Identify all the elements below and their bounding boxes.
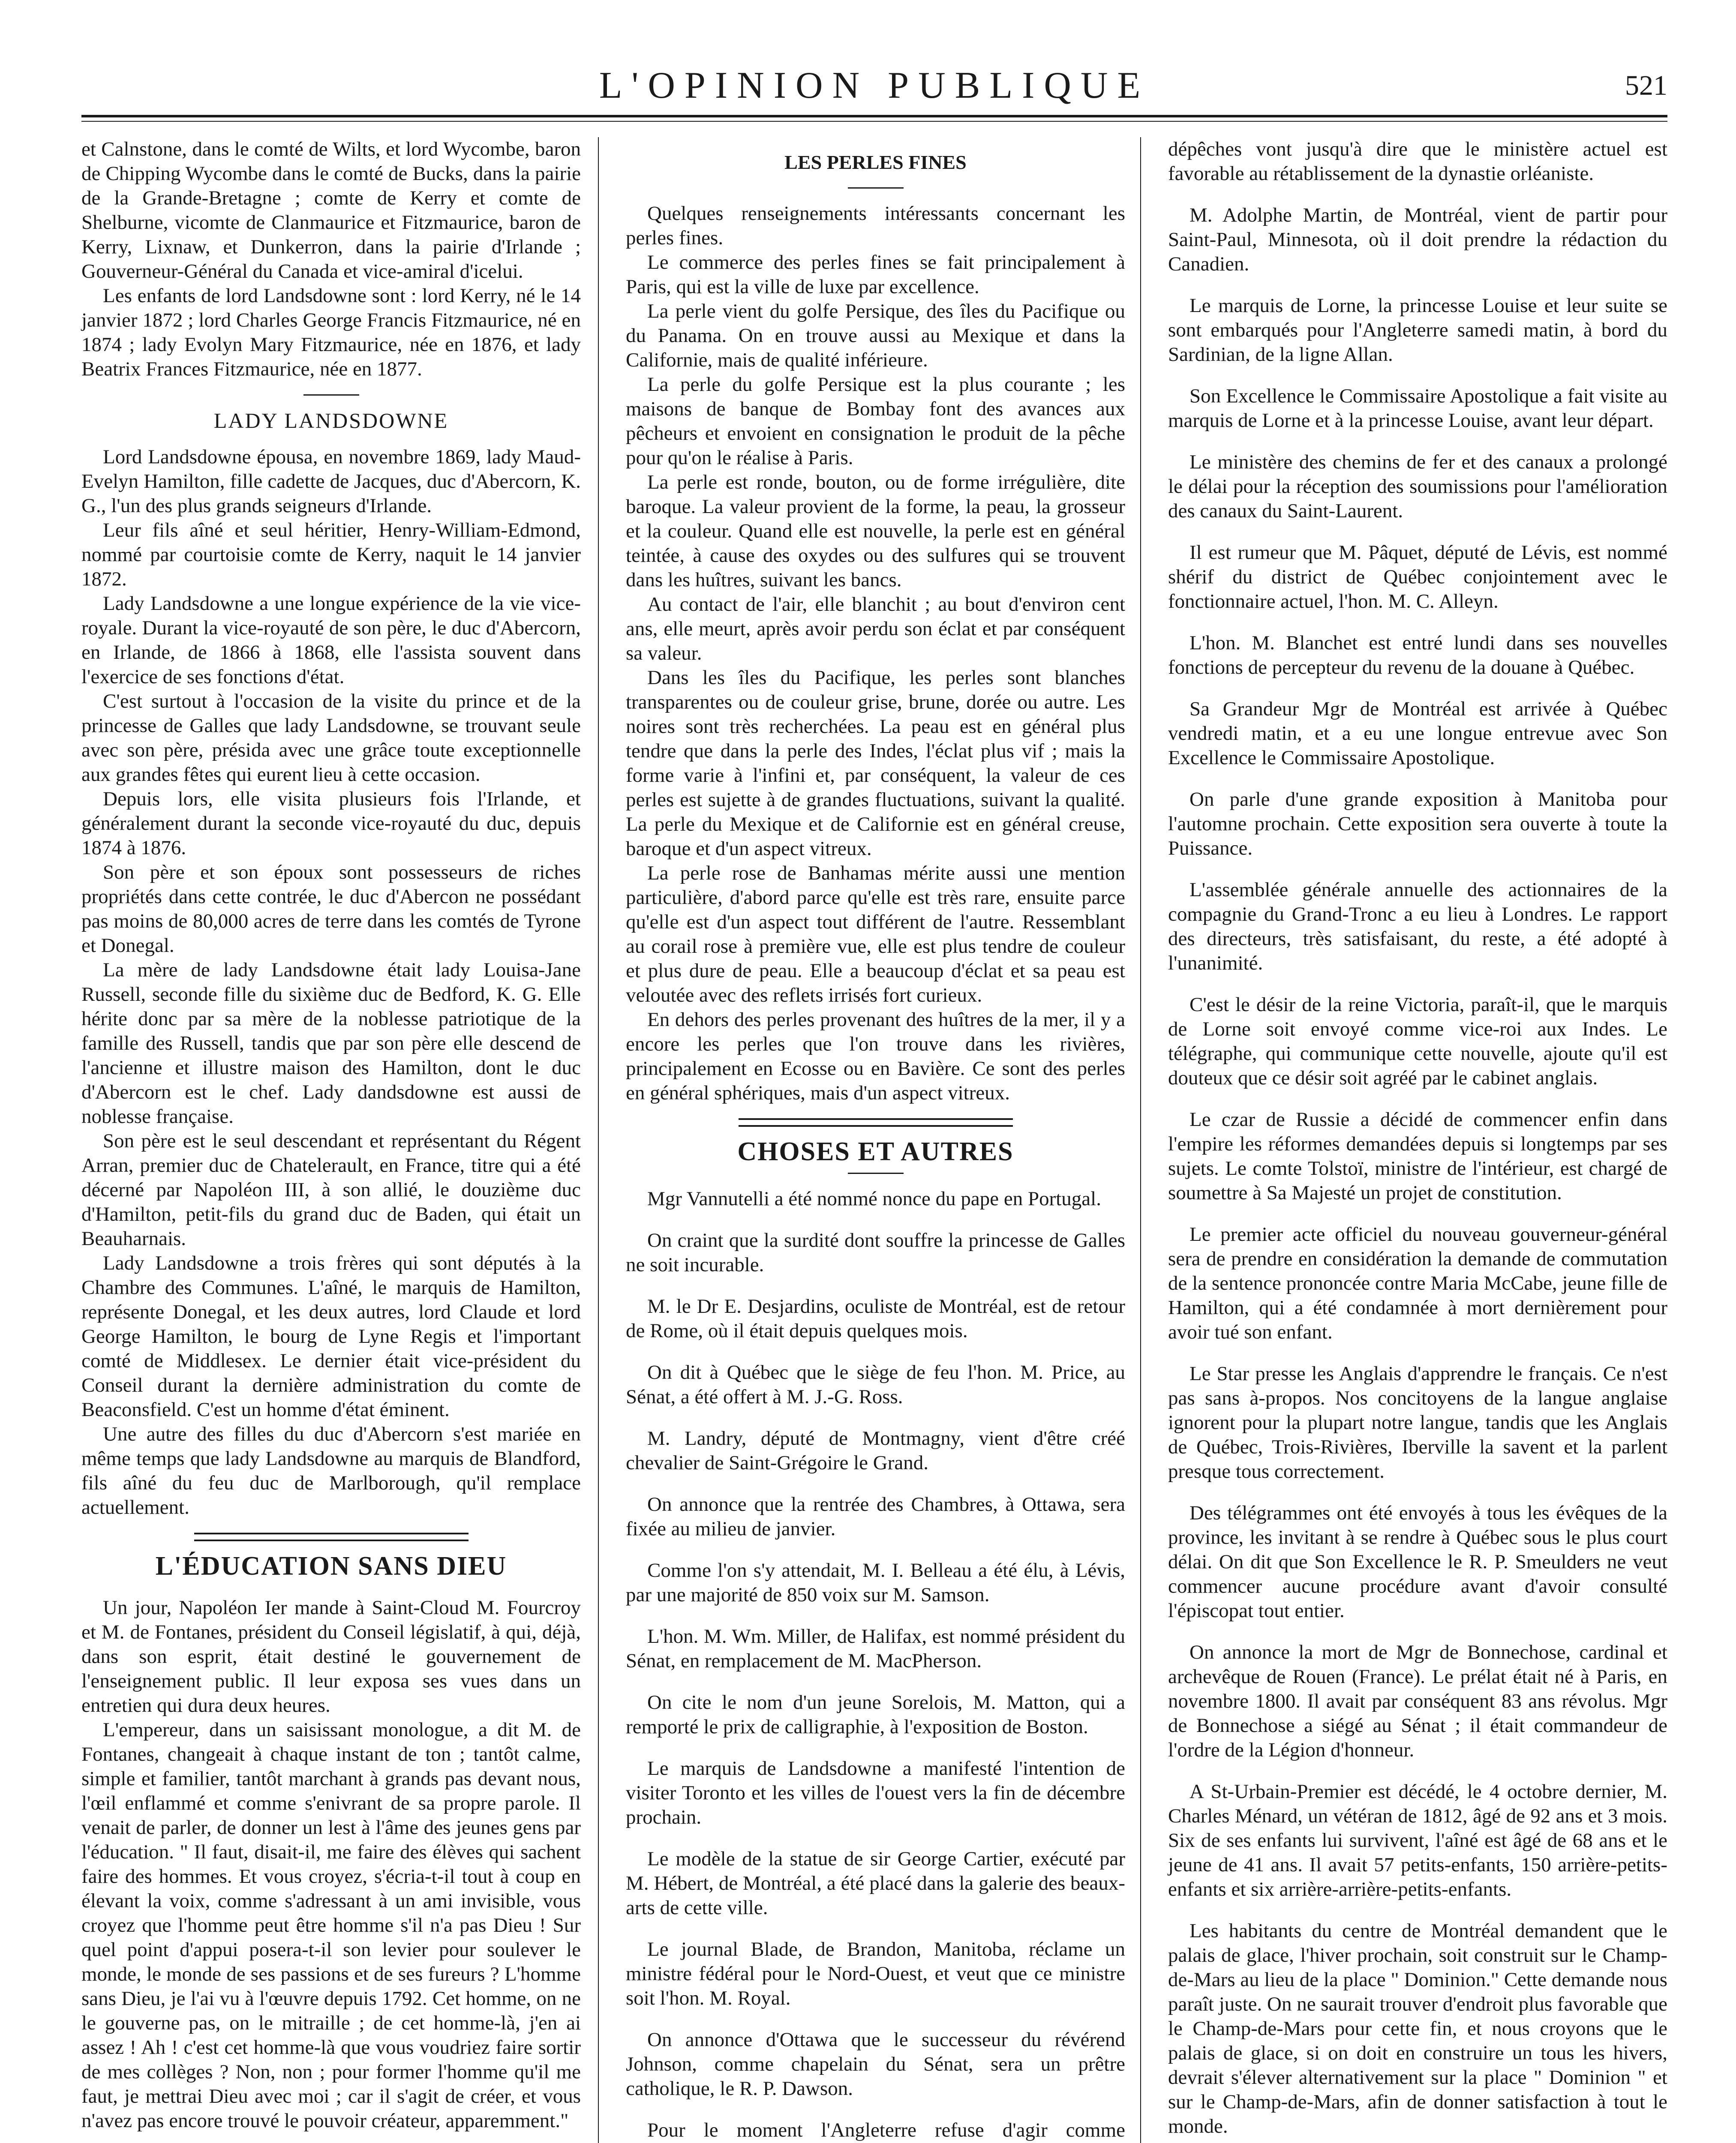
paragraph: Le commerce des perles fines se fait principalement à Paris, qui est la ville de luxe par excellence. [626,251,1125,298]
paragraph: Lady Landsdowne a une longue expérience de la vie vice-royale. Durant la vice-royauté de son père, le duc d'Abercorn, en Irlande, de 1866 à 1868, elle l'assista souvent dans l'exercice de ses fonctions d'état. [81,592,581,688]
news-item: Son Excellence le Commissaire Apostolique a fait visite au marquis de Lorne et à la princesse Louise, avant leur départ. [1168,385,1667,432]
column-separator [598,137,599,2143]
news-item: A St-Urbain-Premier est décédé, le 4 octobre dernier, M. Charles Ménard, un vétéran de 1812, âgé de 92 ans et 3 mois. Six de ses enfants lui survivent, l'aîné est âgé de 68 ans et le jeune de 41 ans. Il avait 57 petits-enfants, 150 arrière-petits-enfants et six arrière-arrière-petits-enfants. [1168,1780,1667,1900]
section-heading-choses-et-autres: CHOSES ET AUTRES [737,1137,1014,1166]
column-separator [1140,137,1141,2143]
news-item: On cite le nom d'un jeune Sorelois, M. Matton, qui a remporté le prix de calligraphie, à l'exposition de Boston. [626,1691,1125,1738]
news-item: On annonce d'Ottawa que le successeur du révérend Johnson, comme chapelain du Sénat, sera un prêtre catholique, le R. P. Dawson. [626,2029,1125,2100]
paragraph: La perle rose de Banhamas mérite aussi une mention particulière, d'abord parce qu'elle est très rare, ensuite parce qu'elle est d'un aspect tout différent de l'autre. Ressemblant au corail rose à première vue, elle est plus tendre de couleur et plus dure de peau. Elle a beaucoup d'éclat et sa peau est veloutée avec des reflets irrisés fort curieux. [626,862,1125,1006]
paragraph: et Calnstone, dans le comté de Wilts, et lord Wycombe, baron de Chipping Wycombe dans le comté de Bucks, dans la pairie de la Grande-Bretagne ; comte de Kerry et comte de Shelburne, vicomte de Clanmaurice et Fitzmaurice, baron de Kerry, Lixnaw, et Dunkerron, dans la pairie d'Irlande ; Gouverneur-Général du Canada et vice-amiral d'icelui. [81,138,581,282]
news-item: M. le Dr E. Desjardins, oculiste de Montréal, est de retour de Rome, où il était depuis quelques mois. [626,1295,1125,1342]
paragraph: Lady Landsdowne a trois frères qui sont députés à la Chambre des Communes. L'aîné, le marquis de Hamilton, représente Donegal, et les deux autres, lord Claude et lord George Hamilton, le bourg de Lyne Regis et l'important comté de Middlesex. Le dernier était vice-président du Conseil durant la dernière administration du comte de Beaconsfield. C'est un homme d'état éminent. [81,1252,581,1421]
paragraph: Lord Landsdowne épousa, en novembre 1869, lady Maud-Evelyn Hamilton, fille cadette de Jacques, duc d'Abercorn, K. G., l'un des plus grands seigneurs d'Irlande. [81,446,581,517]
paragraph: La mère de lady Landsdowne était lady Louisa-Jane Russell, seconde fille du sixième duc de Bedford, K. G. Elle hérite donc par sa mère de la noblesse patriotique de la famille des Russell, tandis que par son père elle descend de l'ancienne et illustre maison des Hamilton, dont le duc d'Abercorn est le chef. Lady dandsdowne est aussi de noblesse française. [81,959,581,1128]
paragraph: C'est surtout à l'occasion de la visite du prince et de la princesse de Galles que lady Landsdowne, se trouvant seule avec son père, présida avec une grâce toute exceptionnelle aux grandes fêtes qui eurent lieu à cette occasion. [81,690,581,786]
section-divider [848,1173,904,1174]
masthead-title: L'OPINION PUBLIQUE [599,65,1150,106]
column-2 [626,137,1125,2143]
news-item: Le modèle de la statue de sir George Cartier, exécuté par M. Hébert, de Montréal, a été placé dans la galerie des beaux-arts de cette ville. [626,1848,1125,1919]
column-3 [1168,137,1667,2143]
paragraph: Son père est le seul descendant et représentant du Régent Arran, premier duc de Chatelerault, en France, titre qui a été décerné par Napoléon III, à son allié, le douzième duc d'Hamilton, petit-fils du grand duc de Baden, qui était un Beauharnais. [81,1130,581,1250]
news-item: On dit à Québec que le siège de feu l'hon. M. Price, au Sénat, a été offert à M. J.-G. Ross. [626,1361,1125,1408]
section-divider [848,187,904,189]
news-item: Mgr Vannutelli a été nommé nonce du pape en Portugal. [647,1188,1101,1210]
paragraph: Une autre des filles du duc d'Abercorn s'est mariée en même temps que lady Landsdowne au marquis de Blandford, fils aîné du feu duc de Marlborough, qu'il remplace actuellement. [81,1423,581,1519]
section-heading-lady-landsdowne: LADY LANDSDOWNE [213,408,449,432]
news-item: On annonce que la rentrée des Chambres, à Ottawa, sera fixée au milieu de janvier. [626,1493,1125,1540]
news-item: On annonce la mort de Mgr de Bonnechose, cardinal et archevêque de Rouen (France). Le prélat était né à Paris, en novembre 1800. Il avait par conséquent 83 ans révolus. Mgr de Bonnechose a siégé au Sénat ; il était commandeur de l'ordre de la Légion d'honneur. [1168,1641,1667,1761]
paragraph: La perle est ronde, bouton, ou de forme irrégulière, dite baroque. La valeur provient de la forme, la peau, la grosseur et la couleur. Quand elle est nouvelle, la perle est en général teintée, à cause des oxydes ou des sulfures qui se trouvent dans les huîtres, suivant les bancs. [626,471,1125,591]
paragraph: L'empereur, dans un saisissant monologue, a dit M. de Fontanes, changeait à chaque instant de ton ; tantôt calme, simple et familier, tantôt marchant à grands pas devant nous, l'œil enflammé et comme s'enivrant de sa propre parole. Il venait de parler, de donner un lest à l'âme des jeunes gens par l'éducation. " Il faut, disait-il, me faire des élèves qui sachent faire des hommes. Et vous croyez, s'écria-t-il tout à coup en élevant la voix, comme s'adressant à un ami invisible, vous croyez que l'homme peut être homme s'il n'a pas Dieu ! Sur quel point d'appui posera-t-il son levier pour soulever le monde, le monde de ses passions et de ses fureurs ? L'homme sans Dieu, je l'ai vu à l'œuvre depuis 1792. Cet homme, on ne le gouverne pas, on le mitraille ; de cet homme-là, j'en ai assez ! Ah ! c'est cet homme-là que vous voudriez faire sortir de mes collèges ? Non, non ; pour former l'homme qu'il me faut, je mettrai Dieu avec moi ; car il s'agit de créer, et vous n'avez pas encore trouvé le pouvoir créateur, apparemment." [81,1719,581,2132]
news-item: On craint que la surdité dont souffre la princesse de Galles ne soit incurable. [626,1229,1125,1276]
news-item: Des télégrammes ont été envoyés à tous les évêques de la province, les invitant à se rendre à Québec sous le plus court délai. On dit que Son Excellence le R. P. Smeulders ne veut commencer aucune procédure avant d'avoir consulté l'épiscopat tout entier. [1168,1502,1667,1622]
news-item: M. Landry, député de Montmagny, vient d'être créé chevalier de Saint-Grégoire le Grand. [626,1427,1125,1474]
news-item: Les habitants du centre de Montréal demandent que le palais de glace, l'hiver prochain, soit construit sur le Champ-de-Mars au lieu de la place " Dominion." Cette demande nous paraît juste. On ne saurait trouver d'endroit plus favorable que le Champ-de-Mars pour cette fin, et nous croyons que le palais de glace, si on doit en construire un tous les hivers, devrait s'élever alternativement sur la place " Dominion " et sur le Champ-de-Mars, afin de donner satisfaction à tout le monde. [1168,1920,1667,2137]
column-1 [81,137,581,2143]
news-item: Le ministère des chemins de fer et des canaux a prolongé le délai pour la réception des soumissions pour l'amélioration des canaux du Saint-Laurent. [1168,451,1667,522]
news-item: Le Star presse les Anglais d'apprendre le français. Ce n'est pas sans à-propos. Nos concitoyens de la langue anglaise ignorent pour la plupart notre langue, tandis que les Anglais de Québec, Trois-Rivières, Iberville la savent et la parlent presque tous correctement. [1168,1363,1667,1483]
news-item: Le marquis de Landsdowne a manifesté l'intention de visiter Toronto et les villes de l'ouest vers la fin de décembre prochain. [626,1757,1125,1828]
paragraph: Dans les îles du Pacifique, les perles sont blanches transparentes ou de couleur grise, brune, dorée ou autre. Les noires sont très recherchées. La peau est en général plus tendre que dans la perle des Indes, l'éclat plus vif ; mais la forme varie à l'infini et, par conséquent, la valeur de ces perles est sujette à de grandes fluctuations, suivant la qualité. La perle du Mexique et de Californie est en général creuse, baroque et d'un aspect vitreux. [626,666,1125,860]
news-item: L'hon. M. Blanchet est entré lundi dans ses nouvelles fonctions de percepteur du revenu de la douane à Québec. [1168,632,1667,678]
news-item: dépêches vont jusqu'à dire que le ministère actuel est favorable au rétablissement de la dynastie orléaniste. [1168,138,1667,185]
paragraph: Les enfants de lord Landsdowne sont : lord Kerry, né le 14 janvier 1872 ; lord Charles George Francis Fitzmaurice, né en 1874 ; lady Evolyn Mary Fitzmaurice, née en 1876, et lady Beatrix Frances Fitzmaurice, née en 1877. [81,285,581,380]
paragraph: Au contact de l'air, elle blanchit ; au bout d'environ cent ans, elle meurt, après avoir perdu son éclat et par conséquent sa valeur. [626,593,1125,664]
paragraph: Leur fils aîné et seul héritier, Henry-William-Edmond, nommé par courtoisie comte de Kerry, naquit le 14 janvier 1872. [81,519,581,590]
news-item: Pour le moment l'Angleterre refuse d'agir comme [647,2119,1125,2141]
news-item: On parle d'une grande exposition à Manitoba pour l'automne prochain. Cette exposition sera ouverte à toute la Puissance. [1168,788,1667,859]
section-heading-perles-fines: LES PERLES FINES [784,151,967,173]
header-rule-thick [81,115,1667,117]
page-header [81,64,1667,111]
news-item: Le premier acte officiel du nouveau gouverneur-général sera de prendre en considération la demande de commutation de la sentence prononcée contre Maria McCabe, jeune fille de Hamilton, qui a été condamnée à mort dernièrement pour avoir tué son enfant. [1168,1223,1667,1343]
news-item: Le czar de Russie a décidé de commencer enfin dans l'empire les réformes demandées depuis si longtemps par ses sujets. Le comte Tolstoï, ministre de l'intérieur, est chargé de soumettre à Sa Majesté un projet de constitution. [1168,1108,1667,1204]
section-divider [303,394,359,396]
paragraph: Un jour, Napoléon Ier mande à Saint-Cloud M. Fourcroy et M. de Fontanes, président du Conseil législatif, à qui, déjà, dans son esprit, était destiné le gouvernement de l'enseignement public. Il leur exposa ses vues dans un entretien qui dura deux heures. [81,1597,581,1717]
news-item: Le marquis de Lorne, la princesse Louise et leur suite se sont embarqués pour l'Angleterre samedi matin, à bord du Sardinian, de la ligne Allan. [1168,294,1667,366]
news-item: L'assemblée générale annuelle des actionnaires de la compagnie du Grand-Tronc a eu lieu à Londres. Le rapport des directeurs, très satisfaisant, du reste, a été adopté à l'unanimité. [1168,879,1667,974]
news-item: Le journal Blade, de Brandon, Manitoba, réclame un ministre fédéral pour le Nord-Ouest, et veut que ce ministre soit l'hon. M. Royal. [626,1938,1125,2009]
header-rule-thin [81,121,1667,122]
double-rule-divider [739,1118,1013,1127]
paragraph: Depuis lors, elle visita plusieurs fois l'Irlande, et généralement durant la seconde vice-royauté du duc, depuis 1874 à 1876. [81,788,581,859]
news-item: Sa Grandeur Mgr de Montréal est arrivée à Québec vendredi matin, et a eu une longue entrevue avec Son Excellence le Commissaire Apostolique. [1168,698,1667,769]
news-item: L'hon. M. Wm. Miller, de Halifax, est nommé président du Sénat, en remplacement de M. MacPherson. [626,1625,1125,1672]
news-item: Il est rumeur que M. Pâquet, député de Lévis, est nommé shérif du district de Québec conjointement avec le fonctionnaire actuel, l'hon. M. C. Alleyn. [1168,541,1667,612]
paragraph: Son père et son époux sont possesseurs de riches propriétés dans cette contrée, le duc d'Abercon ne possédant pas moins de 80,000 acres de terre dans les comtés de Tyrone et Donegal. [81,861,581,957]
paragraph: En dehors des perles provenant des huîtres de la mer, il y a encore les perles que l'on trouve dans les rivières, principalement en Ecosse ou en Bavière. Ce sont des perles en général sphériques, mais d'un aspect vitreux. [626,1008,1125,1104]
page-number: 521 [1625,70,1667,101]
double-rule-divider [194,1533,469,1541]
news-item: M. Adolphe Martin, de Montréal, vient de partir pour Saint-Paul, Minnesota, où il doit prendre la rédaction du Canadien. [1168,204,1667,275]
news-item: Comme l'on s'y attendait, M. I. Belleau a été élu, à Lévis, par une majorité de 850 voix sur M. Samson. [626,1559,1125,1606]
section-heading-education: L'ÉDUCATION SANS DIEU [155,1552,507,1581]
news-item: C'est le désir de la reine Victoria, paraît-il, que le marquis de Lorne soit envoyé comme vice-roi aux Indes. Le télégraphe, qui communique cette nouvelle, ajoute qu'il est douteux que ce désir soit agréé par le cabinet anglais. [1168,993,1667,1089]
paragraph: La perle vient du golfe Persique, des îles du Pacifique ou du Panama. On en trouve aussi au Mexique et dans la Californie, mais de qualité inférieure. [626,300,1125,371]
paragraph: Quelques renseignements intéressants concernant les perles fines. [626,202,1125,249]
paragraph: La perle du golfe Persique est la plus courante ; les maisons de banque de Bombay font des avances aux pêcheurs et envoient en consignation le produit de la pêche pour qu'on le réalise à Paris. [626,373,1125,469]
